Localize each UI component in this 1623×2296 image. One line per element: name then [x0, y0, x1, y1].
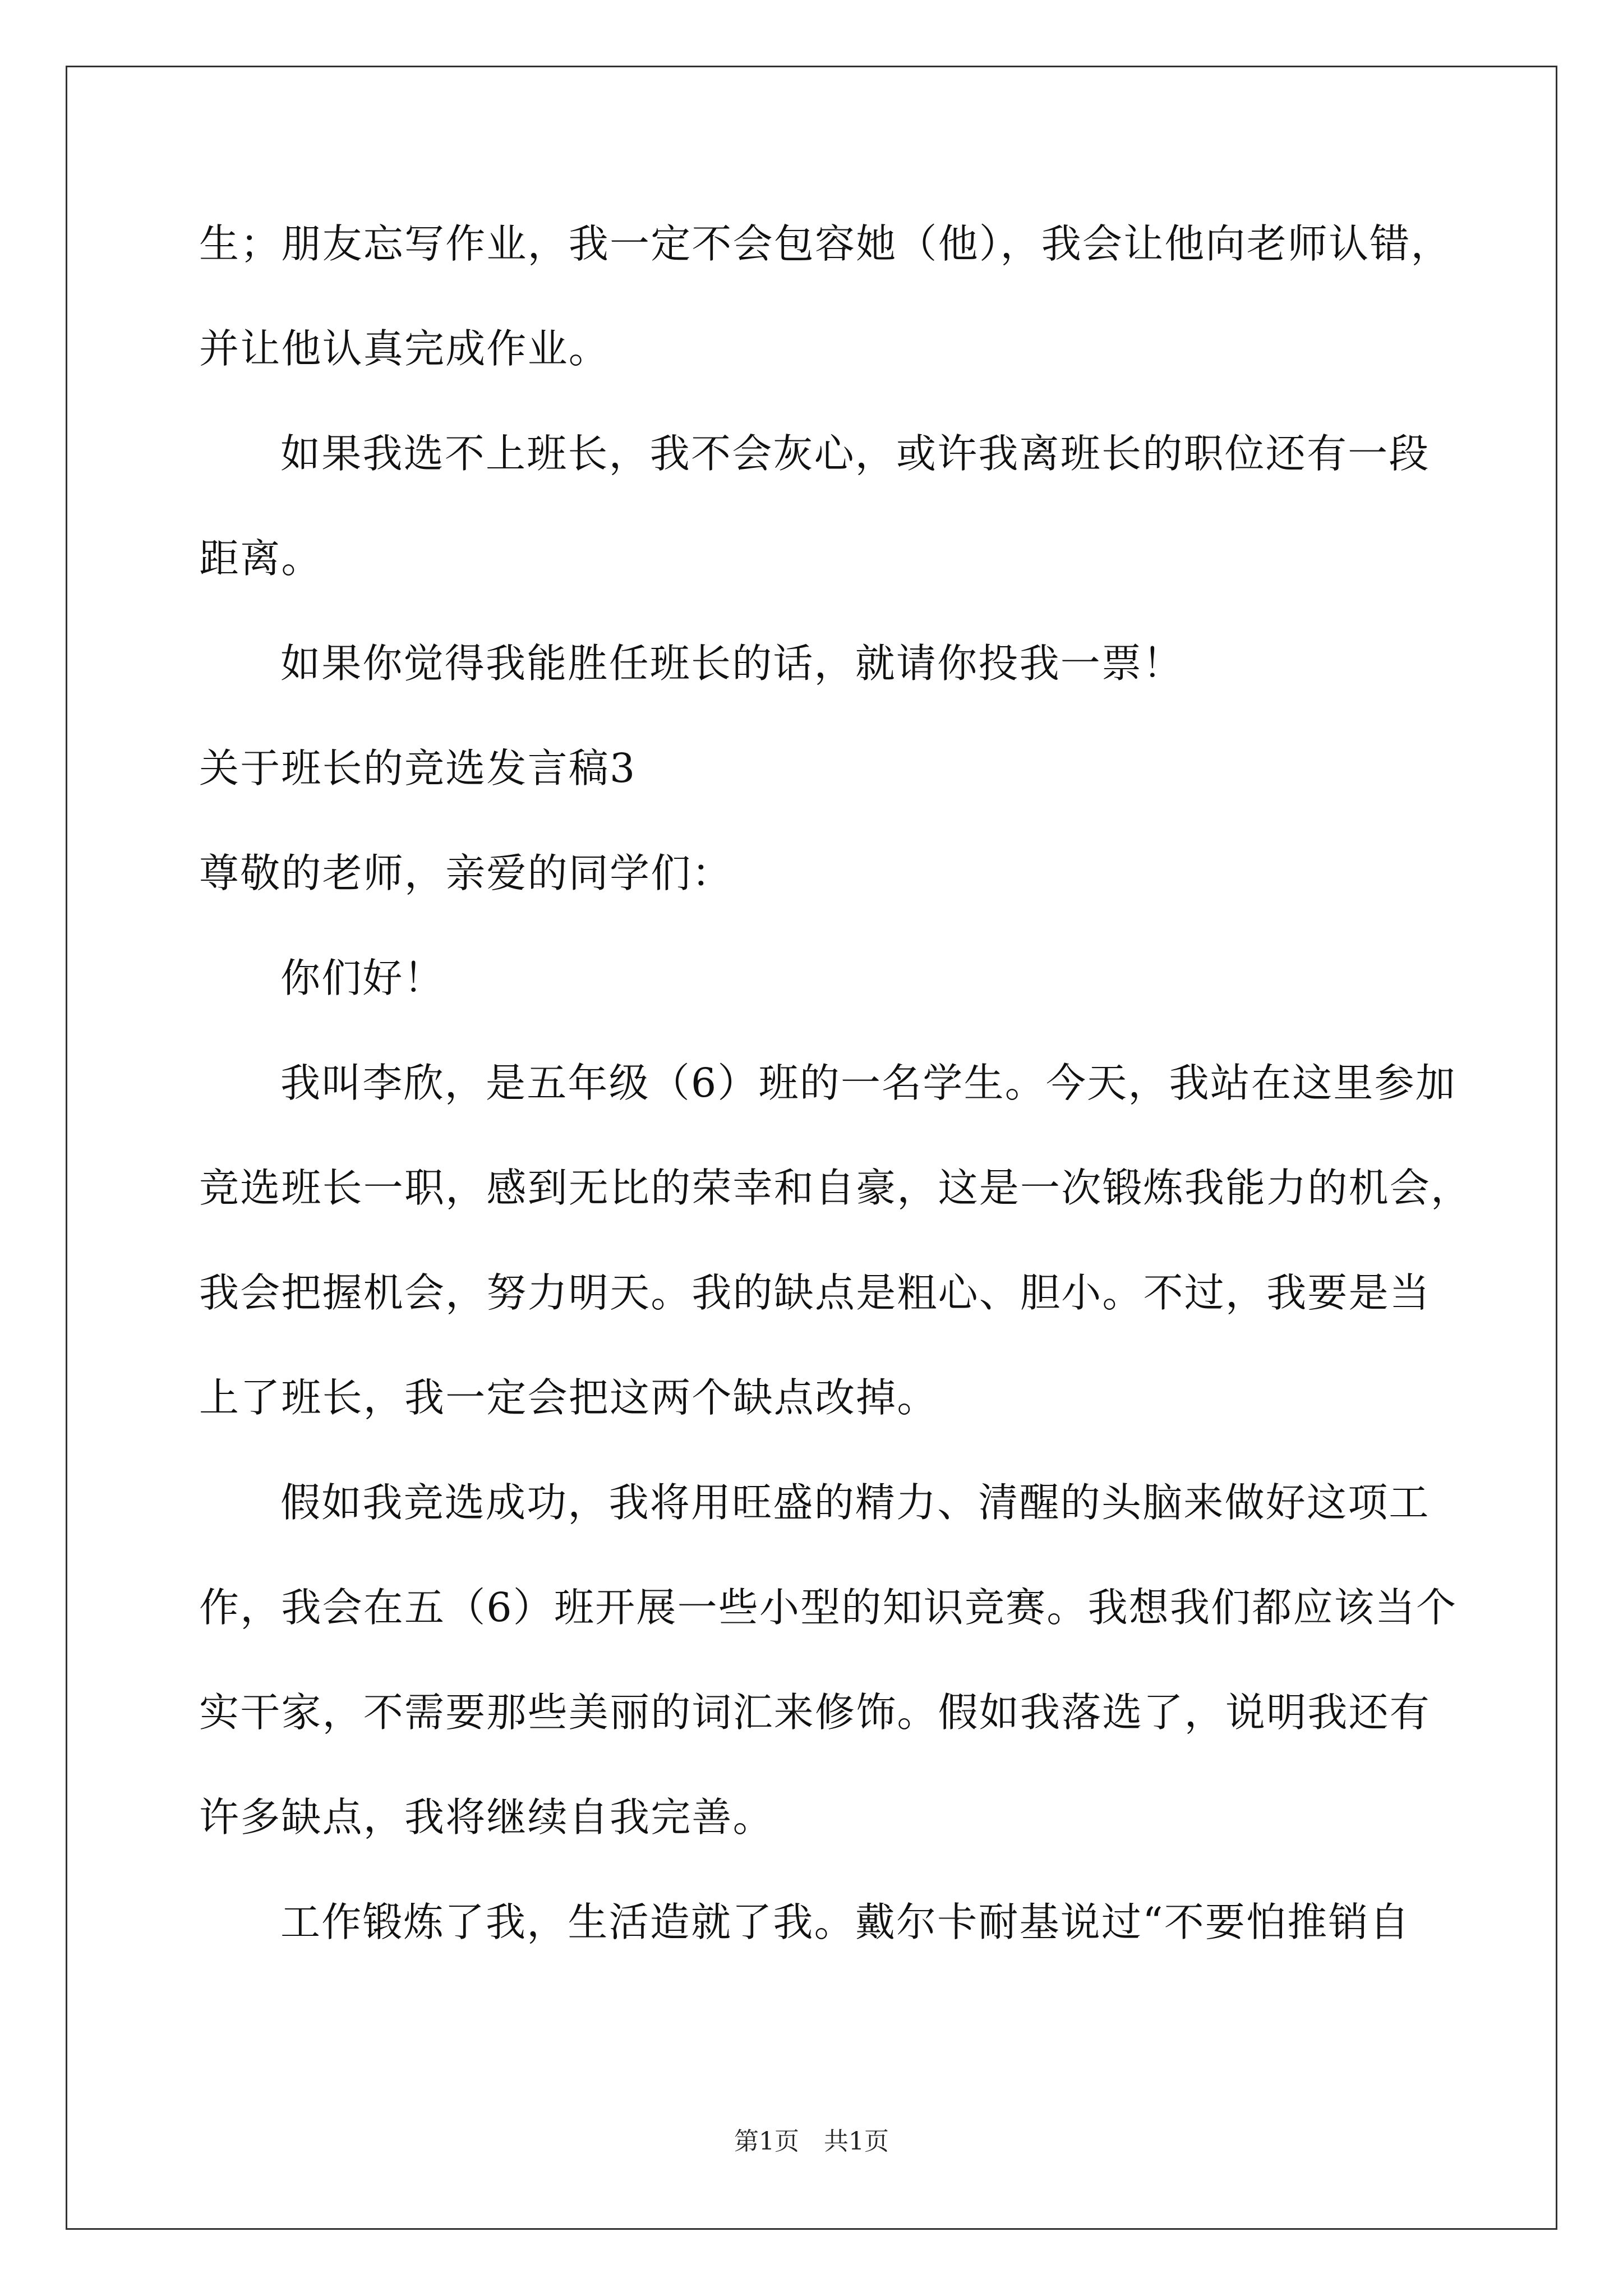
text-line: 如果你觉得我能胜任班长的话，就请你投我一票！ — [280, 640, 1184, 687]
text-line: 并让他认真完成作业。 — [199, 325, 610, 372]
text-line: 生；朋友忘写作业，我一定不会包容她（他），我会让他向老师认错， — [199, 220, 1452, 267]
text-line: 距离。 — [199, 535, 322, 582]
text-line: 许多缺点，我将继续自我完善。 — [199, 1794, 774, 1841]
text-line: 竞选班长一职，感到无比的荣幸和自豪，这是一次锻炼我能力的机会， — [199, 1165, 1472, 1211]
text-line: 实干家，不需要那些美丽的词汇来修饰。假如我落选了，说明我还有 — [199, 1689, 1431, 1736]
text-line: 我会把握机会，努力明天。我的缺点是粗心、胆小。不过，我要是当 — [199, 1269, 1431, 1316]
page-number-footer: 第1页 共1页 — [734, 2127, 889, 2156]
text-line: 如果我选不上班长，我不会灰心，或许我离班长的职位还有一段 — [280, 430, 1430, 477]
text-line: 上了班长，我一定会把这两个缺点改掉。 — [199, 1374, 938, 1421]
section-heading: 关于班长的竞选发言稿3 — [199, 745, 637, 792]
text-line: 作，我会在五（6）班开展一些小型的知识竞赛。我想我们都应该当个 — [199, 1584, 1458, 1631]
salutation: 尊敬的老师，亲爱的同学们： — [199, 850, 733, 896]
text-line: 工作锻炼了我，生活造就了我。戴尔卡耐基说过“不要怕推销自 — [280, 1899, 1410, 1945]
greeting: 你们好！ — [280, 955, 445, 1001]
text-line: 我叫李欣，是五年级（6）班的一名学生。今天，我站在这里参加 — [280, 1060, 1456, 1106]
text-line: 假如我竞选成功，我将用旺盛的精力、清醒的头脑来做好这项工 — [280, 1479, 1430, 1526]
